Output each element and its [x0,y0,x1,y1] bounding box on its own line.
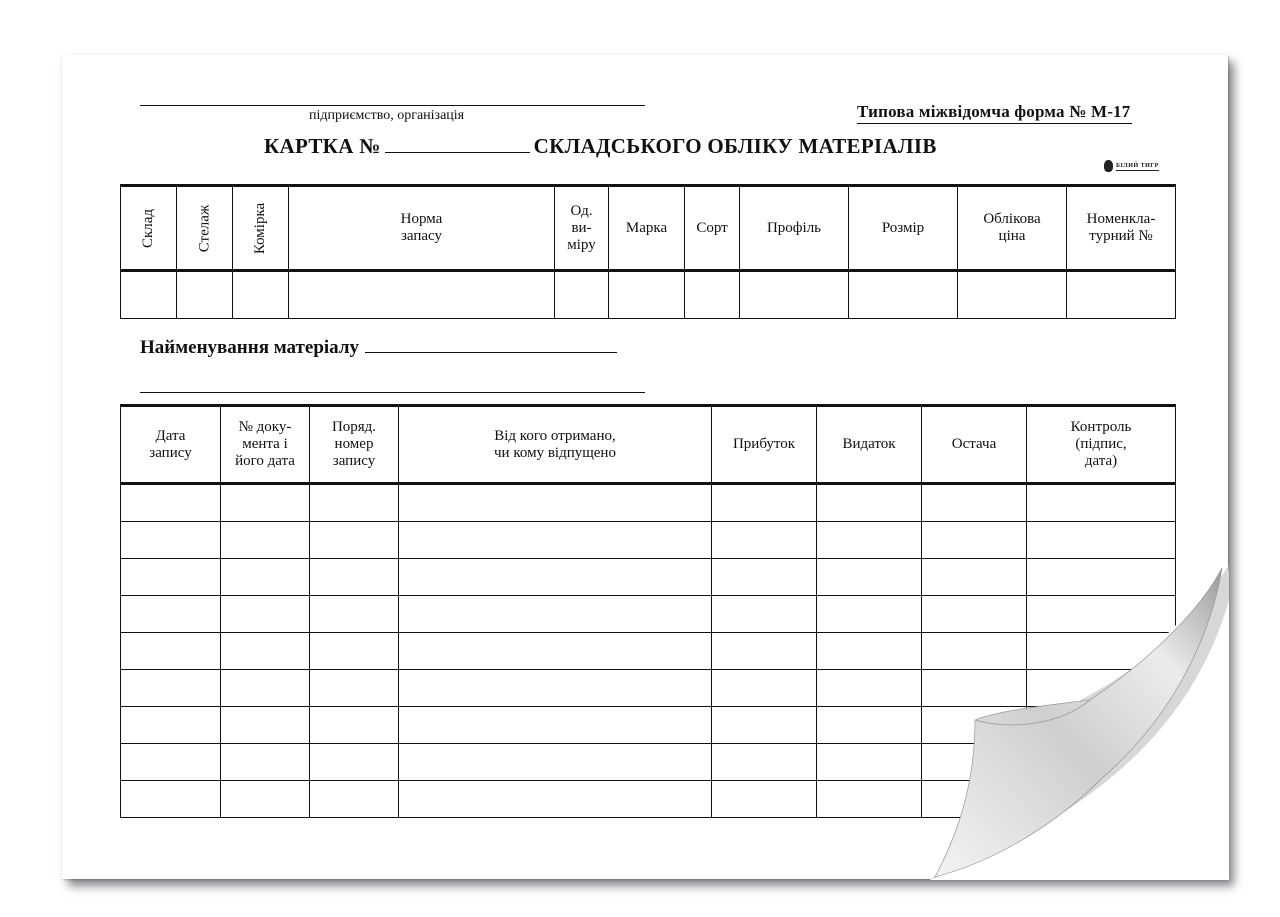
table-row [121,670,1176,707]
table-row [121,596,1176,633]
input-cell[interactable] [1027,744,1176,781]
input-cell[interactable] [817,633,922,670]
input-cell[interactable] [221,484,310,522]
input-cell[interactable] [399,559,712,596]
publisher-logo [1104,160,1159,172]
input-cell[interactable] [740,271,849,319]
input-cell[interactable] [399,484,712,522]
card-title [264,134,937,159]
input-cell[interactable] [1027,522,1176,559]
input-cell[interactable] [310,707,399,744]
table-row [121,633,1176,670]
input-cell[interactable] [685,271,740,319]
input-cell[interactable] [121,707,221,744]
input-cell[interactable] [121,781,221,818]
input-cell[interactable] [712,670,817,707]
input-cell[interactable] [817,559,922,596]
input-cell[interactable] [1027,781,1176,818]
input-cell[interactable] [310,670,399,707]
col-header: Поряд. номер запису [310,406,399,484]
input-cell[interactable] [310,744,399,781]
tiger-icon [1104,160,1113,172]
input-cell[interactable] [399,707,712,744]
table-row [121,744,1176,781]
input-cell[interactable] [712,633,817,670]
input-cell[interactable] [609,271,685,319]
input-cell[interactable] [177,271,233,319]
col-header: Контроль (підпис, дата) [1027,406,1176,484]
input-cell[interactable] [1027,670,1176,707]
table-header-row [121,186,1176,271]
col-header: Стелаж [177,186,233,271]
input-cell[interactable] [221,707,310,744]
col-header: Сорт [685,186,740,271]
input-cell[interactable] [1067,271,1176,319]
movement-table [120,404,1176,818]
input-cell[interactable] [712,781,817,818]
input-cell[interactable] [221,522,310,559]
input-cell[interactable] [310,522,399,559]
input-cell[interactable] [922,522,1027,559]
input-cell[interactable] [121,596,221,633]
input-cell[interactable] [221,633,310,670]
input-cell[interactable] [289,271,555,319]
table-row [121,707,1176,744]
input-cell[interactable] [712,559,817,596]
input-cell[interactable] [399,596,712,633]
table-row [121,484,1176,522]
input-cell[interactable] [922,744,1027,781]
input-cell[interactable] [221,670,310,707]
card-title-text: СКЛАДСЬКОГО ОБЛІКУ МАТЕРІАЛІВ [533,134,937,158]
input-cell[interactable] [922,670,1027,707]
input-cell[interactable] [817,707,922,744]
input-cell[interactable] [922,781,1027,818]
input-cell[interactable] [922,596,1027,633]
input-cell[interactable] [817,596,922,633]
logo-text: БІЛИЙ ТИГР [1116,162,1159,169]
input-cell[interactable] [1027,596,1176,633]
card-number-field[interactable] [385,136,530,153]
card-prefix: КАРТКА № [264,134,381,158]
material-name-line-2[interactable] [140,392,645,393]
input-cell[interactable] [958,271,1067,319]
col-header: Комірка [233,186,289,271]
input-cell[interactable] [555,271,609,319]
material-name-label [140,337,617,359]
input-cell[interactable] [310,781,399,818]
input-cell[interactable] [121,744,221,781]
input-cell[interactable] [399,633,712,670]
col-header: Розмір [849,186,958,271]
input-cell[interactable] [121,522,221,559]
col-header: Облікова ціна [958,186,1067,271]
table-row [121,781,1176,818]
col-header: Прибуток [712,406,817,484]
input-cell[interactable] [817,522,922,559]
input-cell[interactable] [399,670,712,707]
input-cell[interactable] [221,781,310,818]
col-header: № доку- мента і його дата [221,406,310,484]
input-cell[interactable] [310,484,399,522]
form-sheet [62,55,1228,879]
input-cell[interactable] [221,596,310,633]
input-cell[interactable] [817,670,922,707]
input-cell[interactable] [712,707,817,744]
material-name-field[interactable] [365,338,617,353]
col-header: Видаток [817,406,922,484]
input-cell[interactable] [817,781,922,818]
input-cell[interactable] [310,596,399,633]
input-cell[interactable] [221,559,310,596]
input-cell[interactable] [121,633,221,670]
input-cell[interactable] [310,559,399,596]
col-header: Марка [609,186,685,271]
col-header: Од. ви- міру [555,186,609,271]
input-cell[interactable] [922,707,1027,744]
input-cell[interactable] [399,522,712,559]
col-header: Номенкла- турний № [1067,186,1176,271]
col-header: Дата запису [121,406,221,484]
input-cell[interactable] [121,271,177,319]
input-cell[interactable] [310,633,399,670]
input-cell[interactable] [922,484,1027,522]
col-header: Профіль [740,186,849,271]
table-row [121,271,1176,319]
input-cell[interactable] [399,781,712,818]
input-cell[interactable] [1027,484,1176,522]
input-cell[interactable] [121,559,221,596]
org-caption: підприємство, організація [309,108,465,123]
input-cell[interactable] [922,559,1027,596]
input-cell[interactable] [121,670,221,707]
input-cell[interactable] [817,484,922,522]
input-cell[interactable] [233,271,289,319]
table-header-row [121,406,1176,484]
table-row [121,559,1176,596]
input-cell[interactable] [1027,559,1176,596]
input-cell[interactable] [121,484,221,522]
table-row [121,522,1176,559]
col-header: Склад [121,186,177,271]
input-cell[interactable] [712,484,817,522]
input-cell[interactable] [712,522,817,559]
input-cell[interactable] [712,744,817,781]
col-header: Остача [922,406,1027,484]
input-cell[interactable] [1027,707,1176,744]
input-cell[interactable] [849,271,958,319]
form-title: Типова міжвідомча форма № М-17 [857,102,1132,124]
input-cell[interactable] [221,744,310,781]
stock-info-table [120,184,1176,319]
input-cell[interactable] [712,596,817,633]
input-cell[interactable] [922,633,1027,670]
input-cell[interactable] [1027,633,1176,670]
org-line[interactable] [140,105,645,106]
input-cell[interactable] [399,744,712,781]
input-cell[interactable] [817,744,922,781]
col-header: Норма запасу [289,186,555,271]
col-header: Від кого отримано, чи кому відпущено [399,406,712,484]
material-label-text: Найменування матеріалу [140,337,359,358]
